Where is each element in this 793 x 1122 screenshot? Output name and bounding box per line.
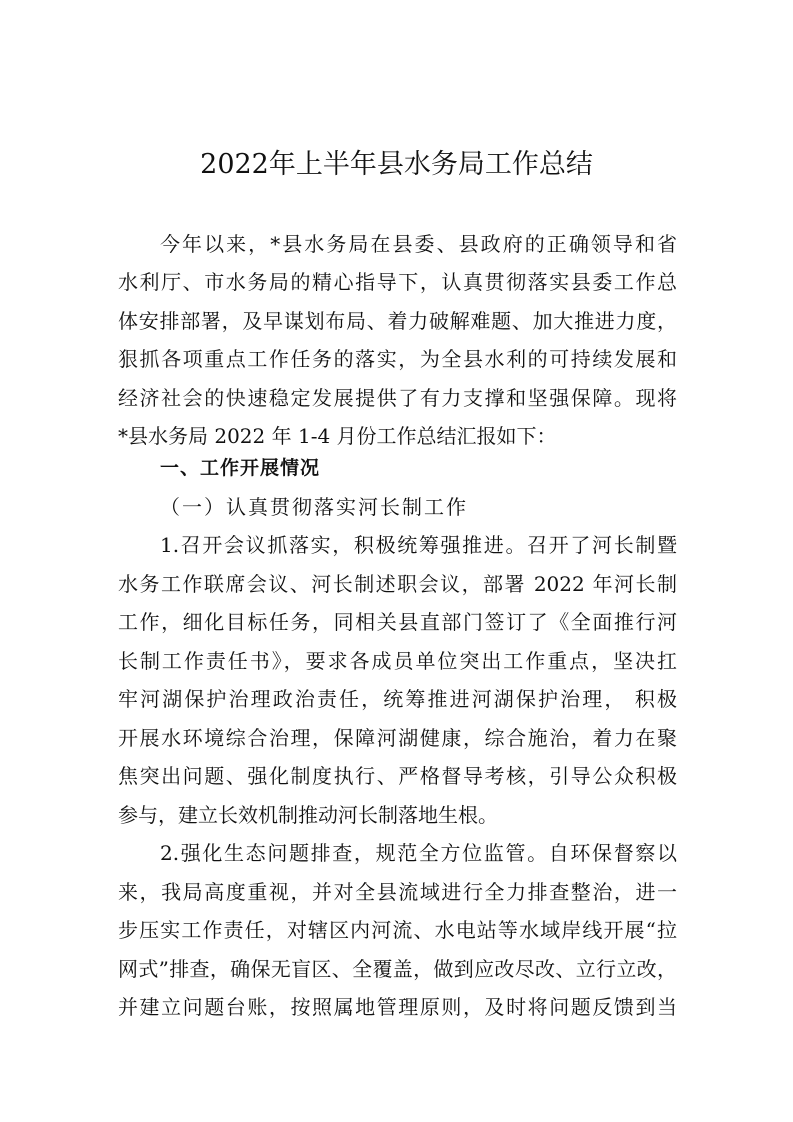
document-title: 2022年上半年县水务局工作总结 [200, 149, 593, 180]
text-line: 开展水环境综合治理，保障河湖健康，综合施治，着力在聚 [118, 726, 677, 750]
text-line: 步压实工作责任，对辖区内河流、水电站等水域岸线开展“拉 [118, 918, 677, 942]
text-line: 狠抓各项重点工作任务的落实，为全县水利的可持续发展和 [118, 347, 677, 371]
text-line: 来，我局高度重视，并对全县流域进行全力排查整治，进一 [118, 880, 677, 904]
text-line: 参与，建立长效机制推动河长制落地生根。 [118, 803, 498, 827]
text-line: 水务工作联席会议、河长制述职会议，部署 2022 年河长制 [118, 572, 677, 596]
text-line: 牢河湖保护治理政治责任，统筹推进河湖保护治理， 积极 [118, 687, 677, 711]
text-line: 经济社会的快速稳定发展提供了有力支撑和坚强保障。现将 [118, 386, 677, 410]
text-line: *县水务局 2022 年 1-4 月份工作总结汇报如下： [118, 424, 557, 448]
text-line: 水利厅、市水务局的精心指导下，认真贯彻落实县委工作总 [118, 270, 677, 294]
text-line: 体安排部署，及早谋划布局、着力破解难题、加大推进力度， [118, 309, 677, 333]
text-line: 并建立问题台账，按照属地管理原则，及时将问题反馈到当 [118, 995, 677, 1019]
subsection-heading: （一）认真贯彻落实河长制工作 [160, 495, 468, 519]
section-heading: 一、工作开展情况 [160, 457, 321, 479]
text-line: 今年以来，*县水务局在县委、县政府的正确领导和省 [160, 232, 677, 256]
text-line: 长制工作责任书》，要求各成员单位突出工作重点，坚决扛 [118, 649, 677, 673]
text-line: 1.召开会议抓落实，积极统筹强推进。召开了河长制暨 [160, 533, 677, 557]
text-line: 工作，细化目标任务，同相关县直部门签订了《全面推行河 [118, 610, 677, 634]
text-line: 焦突出问题、强化制度执行、严格督导考核，引导公众积极 [118, 764, 677, 788]
text-line: 2.强化生态问题排查，规范全方位监管。自环保督察以 [160, 841, 677, 865]
text-line: 网式”排查，确保无盲区、全覆盖，做到应改尽改、立行立改， [118, 957, 677, 981]
